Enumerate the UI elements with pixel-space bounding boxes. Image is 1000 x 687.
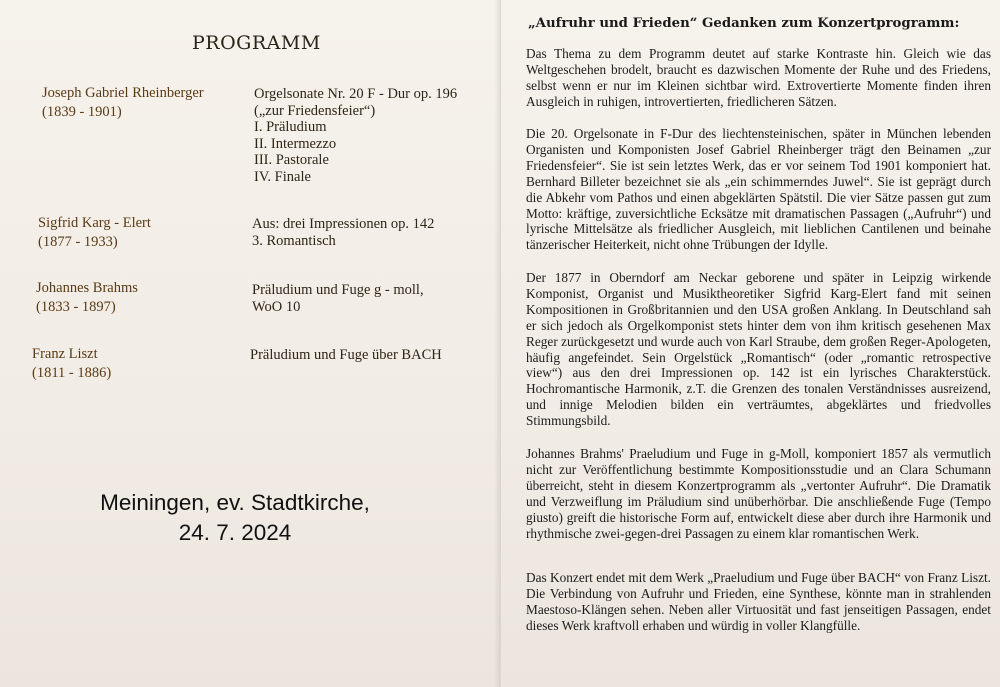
composer-entry-karg-elert xyxy=(38,214,151,252)
work-line: IV. Finale xyxy=(254,168,311,185)
work-line: WoO 10 xyxy=(252,298,301,315)
work-line: I. Präludium xyxy=(254,119,327,135)
work-line: Präludium und Fuge g - moll, xyxy=(252,282,424,298)
composer-name: Sigfrid Karg - Elert xyxy=(38,215,151,231)
work-line: 3. Romantisch xyxy=(252,232,336,249)
composer-entry-rheinberger xyxy=(42,84,204,122)
essay-paragraph-4: Johannes Brahms' Praeludium und Fuge in g-Moll, komponiert 1857 als vermutlich nicht zur Veröffentlichung bestimmte Kompositionsstudie und an Clara Schumann überreicht, steht in diesem Konzertprogramm als „vertonter Aufruhr“. Die Dramatik und Verzweiflung im Präludium sind unüberhörbar. Die anschließende Fuge (Tempo giusto) greift die historische Form auf, entwickelt diese aber durch ihre Harmonik und rhythmische zwei-gegen-drei Passagen zu einem klar romantischen Werk. xyxy=(526,446,991,541)
composer-years: (1833 - 1897) xyxy=(36,299,116,315)
work-entry-rheinberger xyxy=(254,86,457,185)
composer-entry-brahms xyxy=(36,279,138,317)
work-line: III. Pastorale xyxy=(254,152,329,168)
composer-name: Franz Liszt xyxy=(32,346,98,362)
composer-name: Johannes Brahms xyxy=(36,280,138,296)
work-entry-brahms xyxy=(252,282,424,315)
work-line: Orgelsonate Nr. 20 F - Dur op. 196 xyxy=(254,86,458,102)
work-line: („zur Friedensfeier“) xyxy=(254,102,376,119)
composer-name: Joseph Gabriel Rheinberger xyxy=(42,85,204,101)
work-line: II. Intermezzo xyxy=(254,135,337,152)
essay-heading: „Aufruhr und Frieden“ Gedanken zum Konzertprogramm: xyxy=(528,16,960,31)
work-line: Aus: drei Impressionen op. 142 xyxy=(252,216,435,232)
essay-paragraph-2: Die 20. Orgelsonate in F-Dur des liechtensteinischen, später in München lebenden Organisten und Komponisten Josef Gabriel Rheinberger trägt den Beinamen „zur Friedensfeier“. Sie ist sein letztes Werk, das er vor seinem Tod 1901 komponiert hat. Bernhard Billeter bezeichnet sie als „ein schimmerndes Juwel“. Sie ist geprägt durch die Abkehr vom Pathos und einen abgeklärten Spätstil. Die vier Sätze passen gut zum Motto: kräftige, zuversichtliche Ecksätze mit dramatischen Passagen („Aufruhr“) und lyrische Mittelsätze als friedlicher Ausgleich, mit lieblichen Cantilenen und beinahe tänzerischer Heiterkeit, nicht ohne Trübungen der Idylle. xyxy=(526,126,991,253)
composer-years: (1839 - 1901) xyxy=(42,104,122,120)
work-entry-liszt xyxy=(250,347,442,364)
date-line: 24. 7. 2024 xyxy=(178,520,292,545)
essay-paragraph-1: Das Thema zu dem Programm deutet auf starke Kontraste hin. Gleich wie das Weltgeschehen brodelt, braucht es dazwischen Momente der Ruhe und des Friedens, selbst wenn er nur im Kleinen sichtbar wird. Extrovertierte Momente finden ihren Ausgleich in ruhigen, introvertierten, friedlicheren Sätzen. xyxy=(526,46,991,109)
work-entry-karg-elert xyxy=(252,216,434,249)
essay-paragraph-3: Der 1877 in Oberndorf am Neckar geborene und später in Leipzig wirkende Komponist, Organist und Musiktheoretiker Sigfrid Karg-Elert fand mit seinen Kompositionen in Großbritannien und den USA großen Anklang. In Deutschland sah er sich jedoch als Orgelkomponist stets hinter dem von ihm kritisch gesehenen Max Reger zurückgesetzt und wurde auch von Karl Straube, dem großen Reger-Apologeten, häufig angefeindet. Sein Orgelstück „Romantisch“ (oder „romantic retrospective view“) aus den drei Impressionen op. 142 ist ein lyrisches Charakterstück. Hochromantische Harmonik, z.T. die Grenzen des tonalen Verständnisses ausreizend, und innige Melodien bilden ein verträumtes, abgeklärtes und friedvolles Stimmungsbild. xyxy=(526,270,991,429)
composer-entry-liszt xyxy=(32,345,111,383)
composer-years: (1877 - 1933) xyxy=(38,234,118,250)
concert-venue-date xyxy=(80,488,390,548)
venue-line: Meiningen, ev. Stadtkirche, xyxy=(100,490,370,515)
composer-years: (1811 - 1886) xyxy=(32,365,112,381)
essay-paragraph-5: Das Konzert endet mit dem Werk „Praeludium und Fuge über BACH“ von Franz Liszt. Die Verbindung von Aufruhr und Frieden, eine Synthese, könnte man in strahlenden Maestoso-Klängen sehen. Neben aller Virtuosität und fast jenseitigen Passagen, endet dieses Werk kraftvoll erhaben und würdig in voller Klangfülle. xyxy=(526,570,991,633)
program-title: PROGRAMM xyxy=(192,32,321,54)
work-line: Präludium und Fuge über BACH xyxy=(250,347,442,363)
